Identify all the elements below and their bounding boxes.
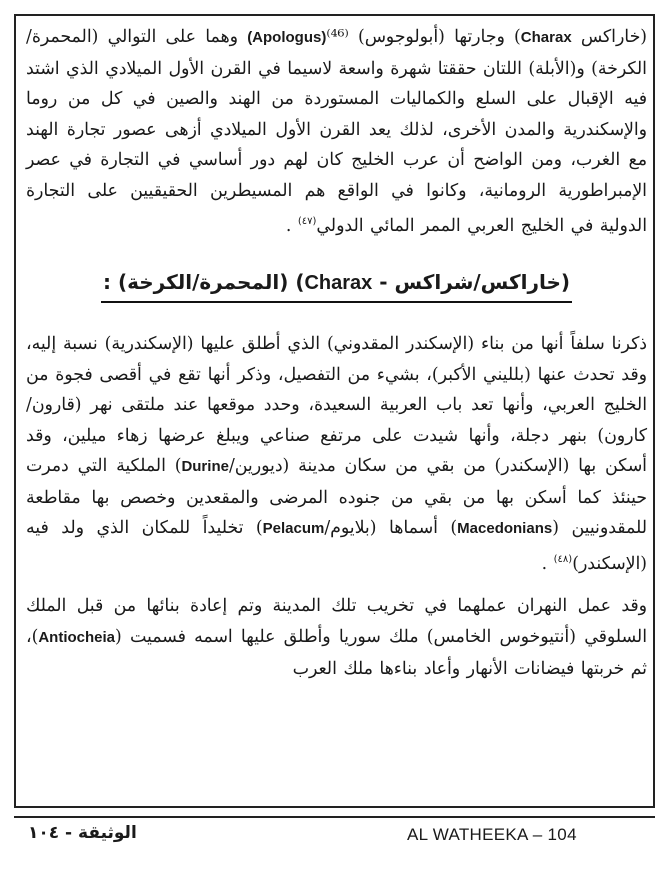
heading-latin: Charax <box>304 271 373 294</box>
text-run: ذكرنا سلفاً أنها من بناء (الإسكندر المقدوني) الذي أطلق عليها (الإسكندرية) نسبة إليه، وقد تحدث عنها (بلليني الأكبر)، بشيء من التفصيل، وذكر أنها تقع في أقصى فجوة من الخليج العربي، وأنها تعد باب العربية السعيدة، وحدد موقعها عند ملتقى نهر (قارون/كارون) بنهر دجلة، وأنها شيدت على مرتفع صناعي ويبلغ عرضها زهاء ميلين، وقد أسكن بها (الإسكندر) من بقي من سكان مدينة (ديورين/ <box>26 333 647 477</box>
text-run: ⁽⁴⁶⁾ وهما على التوالي (المحمرة/الكرخة) و(الأبلة) اللتان حققتا شهرة واسعة لاسيما في القرن الأول الميلادي الذي اشتد فيه الإقبال على السلع والكماليات المستوردة من الهند والصين في كل من روما والإسكندرية والمدن الأخرى، لذلك يعد القرن الأول الميلادي أزهى عصور تجارة الهند مع الغرب، ومن الواضح أن عرب الخليج كان لهم دور أساسي في التجارة في عصر الإمبراطورية الرومانية، وكانوا في الواقع هم المسيطرين الحقيقيين على التجارة الدولية في الخليج العربي الممر المائي الدولي <box>25 27 647 236</box>
text-run: ) تخليداً للمكان الذي ولد فيه (الإسكندر) <box>26 518 647 574</box>
paragraph-intro <box>26 22 647 241</box>
section-heading <box>101 267 572 303</box>
text-run: وقد عمل النهران عملهما في تخريب تلك المدينة وتم إعادة بنائها من قبل الملك السلوقي (أنتيوخوس الخامس) ملك سوريا وأطلق عليها اسمه فسميت ( <box>26 596 647 648</box>
latin-term-antiocheia: Antiocheia <box>38 629 116 647</box>
footer-journal-page: AL WATHEEKA – 104 <box>407 825 577 844</box>
paragraph-rebuilding <box>26 591 647 684</box>
text-run: ) أسماها (بلايوم/ <box>324 518 458 539</box>
footer-rule <box>14 816 655 818</box>
heading-part: ) (المحمرة/الكرخة) : <box>102 269 305 294</box>
latin-term-apologus: (Apologus) <box>247 29 327 46</box>
footer-journal-page-arabic: الوثيقة - ١٠٤ <box>28 823 137 843</box>
footnote-ref-48: (٤٨) <box>553 554 573 566</box>
paragraph-charax-history <box>26 329 647 580</box>
section-heading-wrap <box>26 267 647 303</box>
text-run: ) الملكية التي دمرت حينئذ كما أسكن بها من بقي من جنوده المرضى والمقعدين وخصص بها مقاطعة للمقدونيين ( <box>26 456 647 539</box>
text-run: (خاراكس <box>571 27 647 47</box>
article-body <box>26 22 647 684</box>
latin-term-pelacum: Pelacum <box>262 520 325 538</box>
latin-term-charax: Charax <box>520 29 572 46</box>
footnote-ref-47: (٤٧) <box>297 215 317 227</box>
text-run: )، ثم خربتها فيضانات الأنهار وأعاد بناءها ملك العرب <box>26 627 647 679</box>
heading-part: (خاراكس/شراكس - <box>372 269 571 294</box>
text-run: ) وجارتها (أبولوجوس) <box>348 27 521 47</box>
text-run: . <box>541 553 554 574</box>
text-run: . <box>285 215 298 236</box>
latin-term-macedonians: Macedonians <box>457 520 553 538</box>
latin-term-durine: Durine <box>181 458 229 476</box>
